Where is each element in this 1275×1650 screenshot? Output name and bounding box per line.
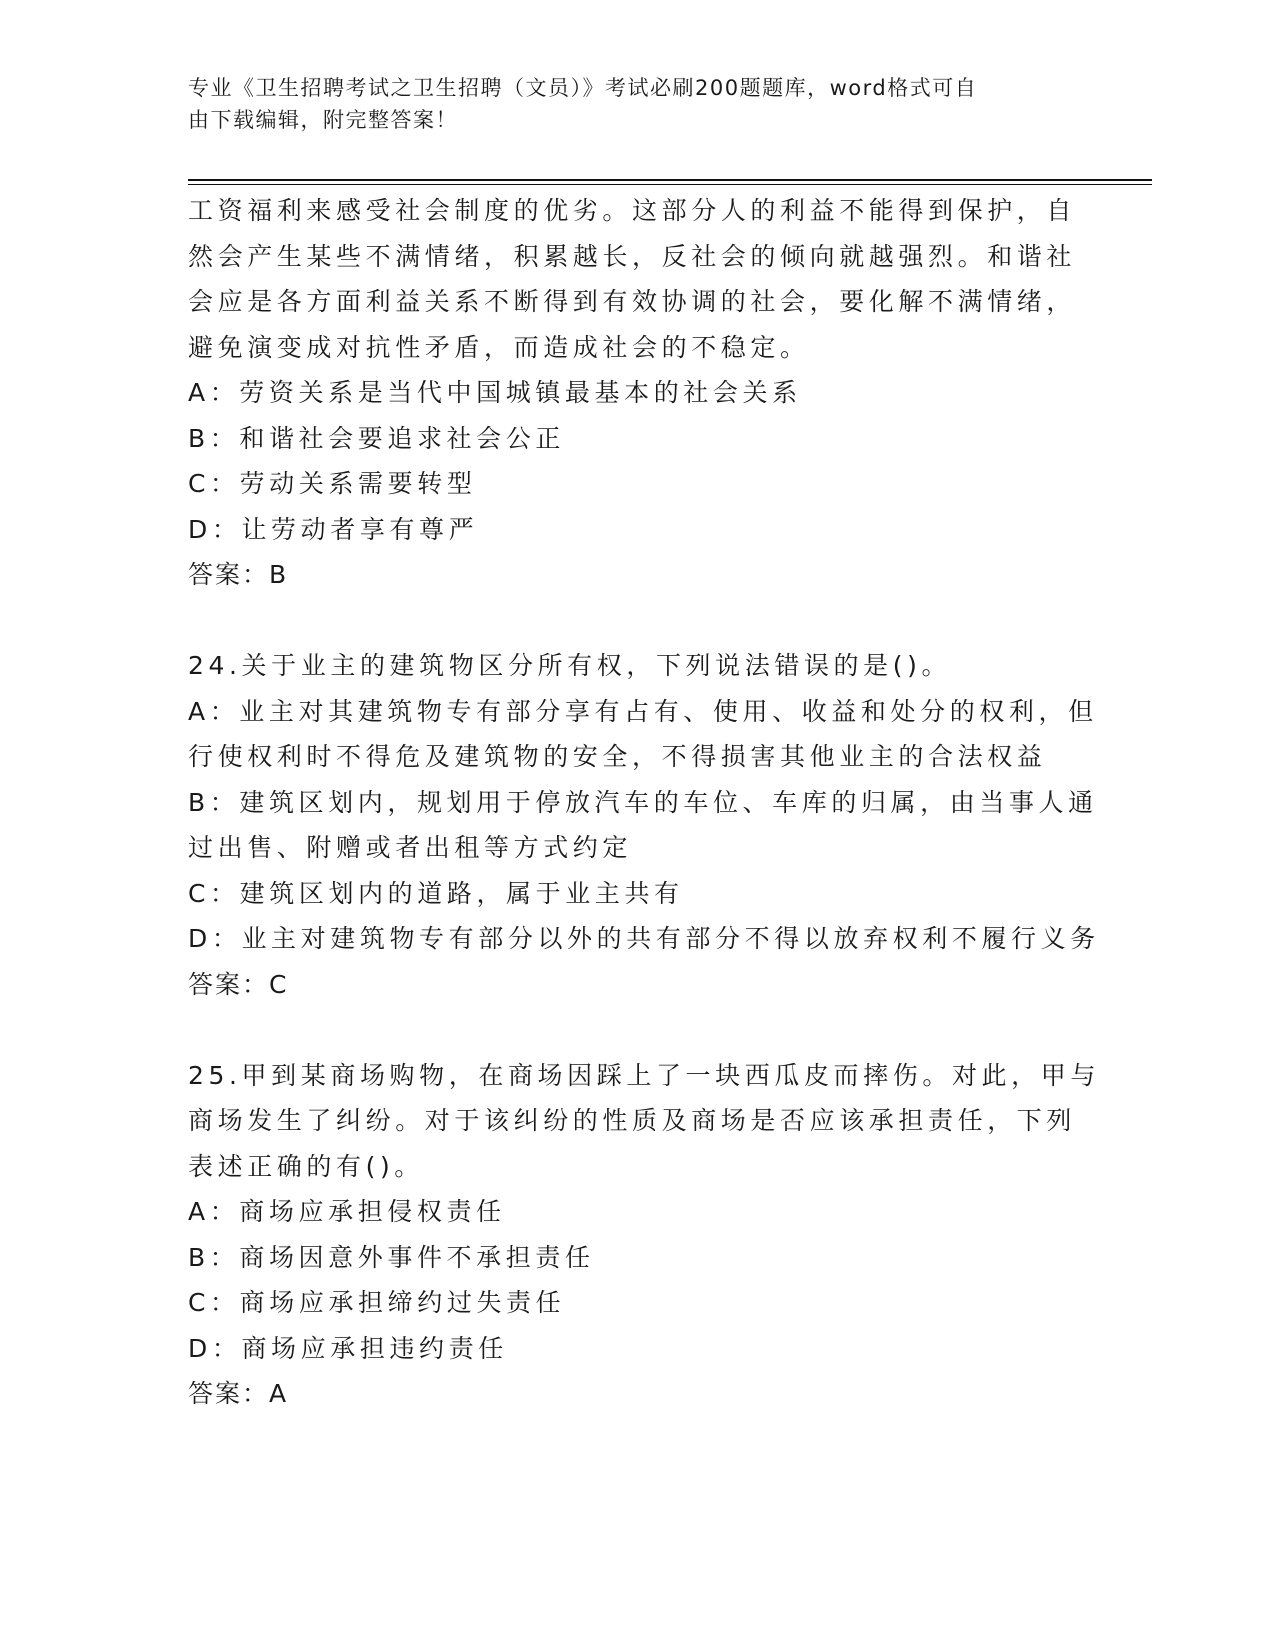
option-c: C：商场应承担缔约过失责任 xyxy=(188,1288,566,1317)
option-b-continued: 过出售、附赠或者出租等方式约定 xyxy=(188,833,633,862)
question-stem-continued: 表述正确的有()。 xyxy=(188,1151,424,1181)
option-a-continued: 行使权利时不得危及建筑物的安全，不得损害其他业主的合法权益 xyxy=(188,742,1047,771)
option-d: D：让劳动者享有尊严 xyxy=(188,514,479,544)
answer-line: 答案：C xyxy=(188,969,289,999)
question-stem: 24.关于业主的建筑物区分所有权，下列说法错误的是()。 xyxy=(188,651,952,680)
spacer xyxy=(188,1007,1088,1053)
option-c: C：建筑区划内的道路，属于业主共有 xyxy=(188,878,684,908)
header-line-2: 由下载编辑，附完整答案！ xyxy=(188,108,458,132)
answer-line: 答案：B xyxy=(188,560,289,589)
header-divider-thin xyxy=(188,184,1152,185)
question-text-line: 会应是各方面利益关系不断得到有效协调的社会，要化解不满情绪， xyxy=(188,287,1077,316)
question-stem: 25.甲到某商场购物，在商场因踩上了一块西瓜皮而摔伤。对此，甲与 xyxy=(188,1060,1100,1090)
question-block-continued xyxy=(188,188,1088,598)
option-d: D：商场应承担违约责任 xyxy=(188,1333,508,1363)
header-divider-thick xyxy=(188,179,1152,181)
question-stem-continued: 商场发生了纠纷。对于该纠纷的性质及商场是否应该承担责任，下列 xyxy=(188,1106,1077,1135)
option-c: C：劳动关系需要转型 xyxy=(188,469,477,498)
option-a: A：商场应承担侵权责任 xyxy=(188,1197,506,1226)
question-block-24 xyxy=(188,643,1100,1007)
document-header xyxy=(188,72,1068,136)
option-a: A：业主对其建筑物专有部分享有占有、使用、收益和处分的权利，但 xyxy=(188,696,1098,726)
answer-line: 答案：A xyxy=(188,1379,289,1408)
option-a: A：劳资关系是当代中国城镇最基本的社会关系 xyxy=(188,378,802,407)
question-text-line: 避免演变成对抗性矛盾，而造成社会的不稳定。 xyxy=(188,332,810,362)
option-b: B：商场因意外事件不承担责任 xyxy=(188,1242,595,1272)
question-block-25 xyxy=(188,1053,1100,1417)
header-line-1: 专业《卫生招聘考试之卫生招聘（文员）》考试必刷200题题库，word格式可自 xyxy=(188,76,978,100)
spacer xyxy=(188,598,1088,644)
question-text-line: 工资福利来感受社会制度的优劣。这部分人的利益不能得到保护，自 xyxy=(188,196,1077,225)
option-b: B：建筑区划内，规划用于停放汽车的车位、车库的归属，由当事人通 xyxy=(188,787,1098,817)
question-text-line: 然会产生某些不满情绪，积累越长，反社会的倾向就越强烈。和谐社 xyxy=(188,241,1077,271)
option-b: B：和谐社会要追求社会公正 xyxy=(188,423,565,453)
document-body xyxy=(188,188,1100,1417)
option-d: D：业主对建筑物专有部分以外的共有部分不得以放弃权利不履行义务 xyxy=(188,924,1100,953)
